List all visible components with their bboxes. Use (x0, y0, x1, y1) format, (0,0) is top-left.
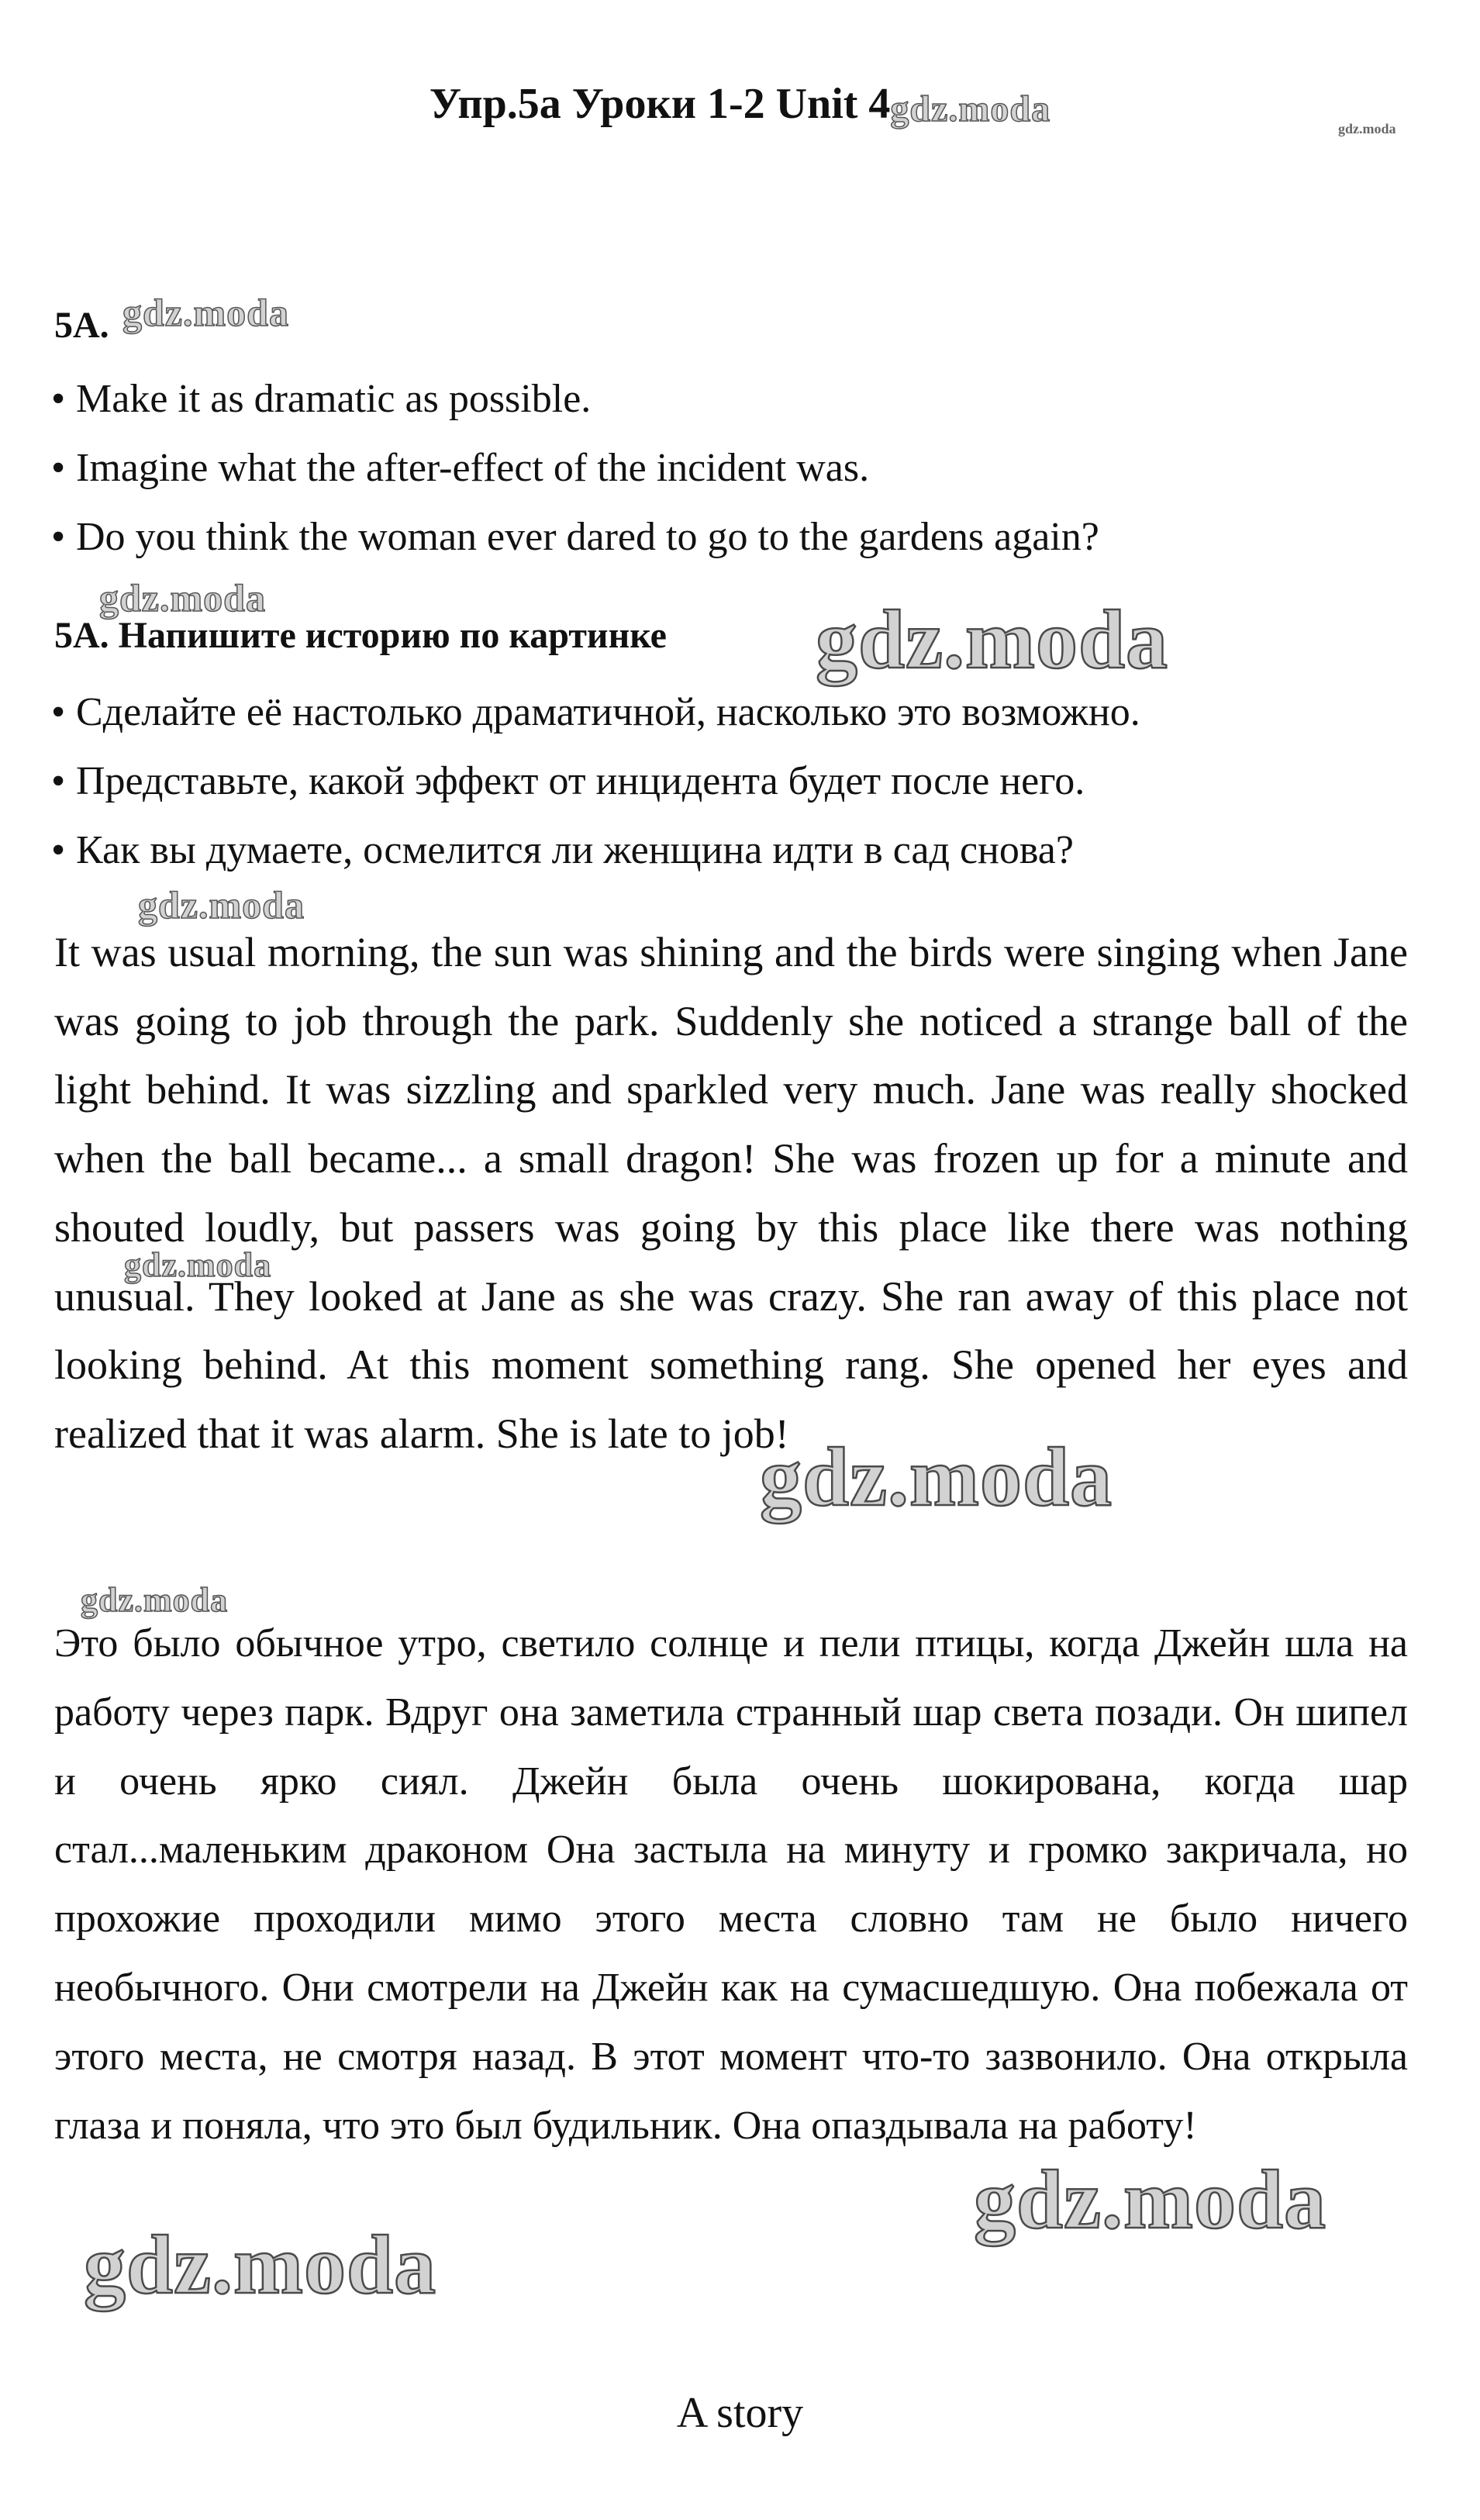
watermark-logo: gdz.moda (122, 291, 289, 334)
task-ru-item-text: Как вы думаете, осмелится ли женщина идти в сад снова? (76, 828, 1074, 872)
task-en-item-text: Do you think the woman ever dared to go to the gardens again? (76, 515, 1099, 559)
bullet-icon: • (51, 759, 66, 803)
task-ru-list (51, 678, 1140, 885)
bullet-icon: • (51, 828, 66, 872)
task-ru-item-text: Представьте, какой эффект от инцидента будет после него. (76, 759, 1085, 803)
bullet-icon: • (51, 377, 66, 421)
task-en-list (51, 364, 1099, 571)
caption: A story (676, 2389, 804, 2437)
story-russian: Это было обычное утро, светило солнце и пели птицы, когда Джейн шла на работу через парк. Вдруг она заметила странный шар света позади. Он шипел и очень ярко сиял. Джейн была очень шокирована, когда шар стал...маленьким драконом Она застыла на минуту и громко закричала, но прохожие проходили мимо этого места словно там не было ничего необычного. Они смотрели на Джейн как на сумасшедшую. Она побежала от этого места, не смотря назад. В этот момент что-то зазвонило. Она открыла глаза и поняла, что это был будильник. Она опаздывала на работу! (54, 1621, 1408, 2148)
title-watermark: gdz.moda (890, 88, 1051, 129)
page-title-text: Упр.5а Уроки 1-2 Unit 4 (429, 80, 891, 128)
bullet-icon: • (51, 690, 66, 734)
watermark-logo: gdz.moda (974, 2154, 1327, 2246)
watermark-logo: gdz.moda (124, 1246, 272, 1284)
task-en-heading: 5A. (54, 305, 109, 346)
story-english: It was usual morning, the sun was shining and the birds were singing when Jane was going to job through the park. Suddenly she noticed a strange ball of the light behind. It was sizzling and sparkled very much. Jane was really shocked when the ball became... a small dragon! She was frozen up for a minute and shouted loudly, but passers was going by this place like there was nothing unusual. They looked at Jane as she was crazy. She ran away of this place not looking behind. At this moment something rang. She opened her eyes and realized that it was alarm. She is late to job! (54, 929, 1408, 1457)
task-ru-item (51, 678, 1140, 747)
task-ru-item-text: Сделайте её настолько драматичной, насколько это возможно. (76, 690, 1140, 734)
bullet-icon: • (51, 515, 66, 559)
watermark-logo: gdz.moda (99, 576, 266, 620)
task-ru-heading: 5А. Напишите историю по картинке (54, 615, 667, 656)
task-ru-item (51, 747, 1140, 816)
task-en-item-text: Make it as dramatic as possible. (76, 377, 592, 421)
watermark-logo: gdz.moda (81, 1581, 229, 1619)
task-en-item (51, 433, 1099, 502)
watermark-logo: gdz.moda (816, 594, 1169, 686)
watermark-logo: gdz.moda (84, 2219, 437, 2311)
task-ru-item (51, 816, 1140, 885)
corner-watermark: gdz.moda (1338, 121, 1396, 136)
bullet-icon: • (51, 446, 66, 490)
page-title (0, 80, 1480, 129)
task-en-item (51, 502, 1099, 571)
task-en-item (51, 364, 1099, 433)
watermark-logo: gdz.moda (138, 883, 305, 927)
watermark-logo: gdz.moda (760, 1431, 1113, 1524)
task-en-item-text: Imagine what the after-effect of the incident was. (76, 446, 870, 490)
